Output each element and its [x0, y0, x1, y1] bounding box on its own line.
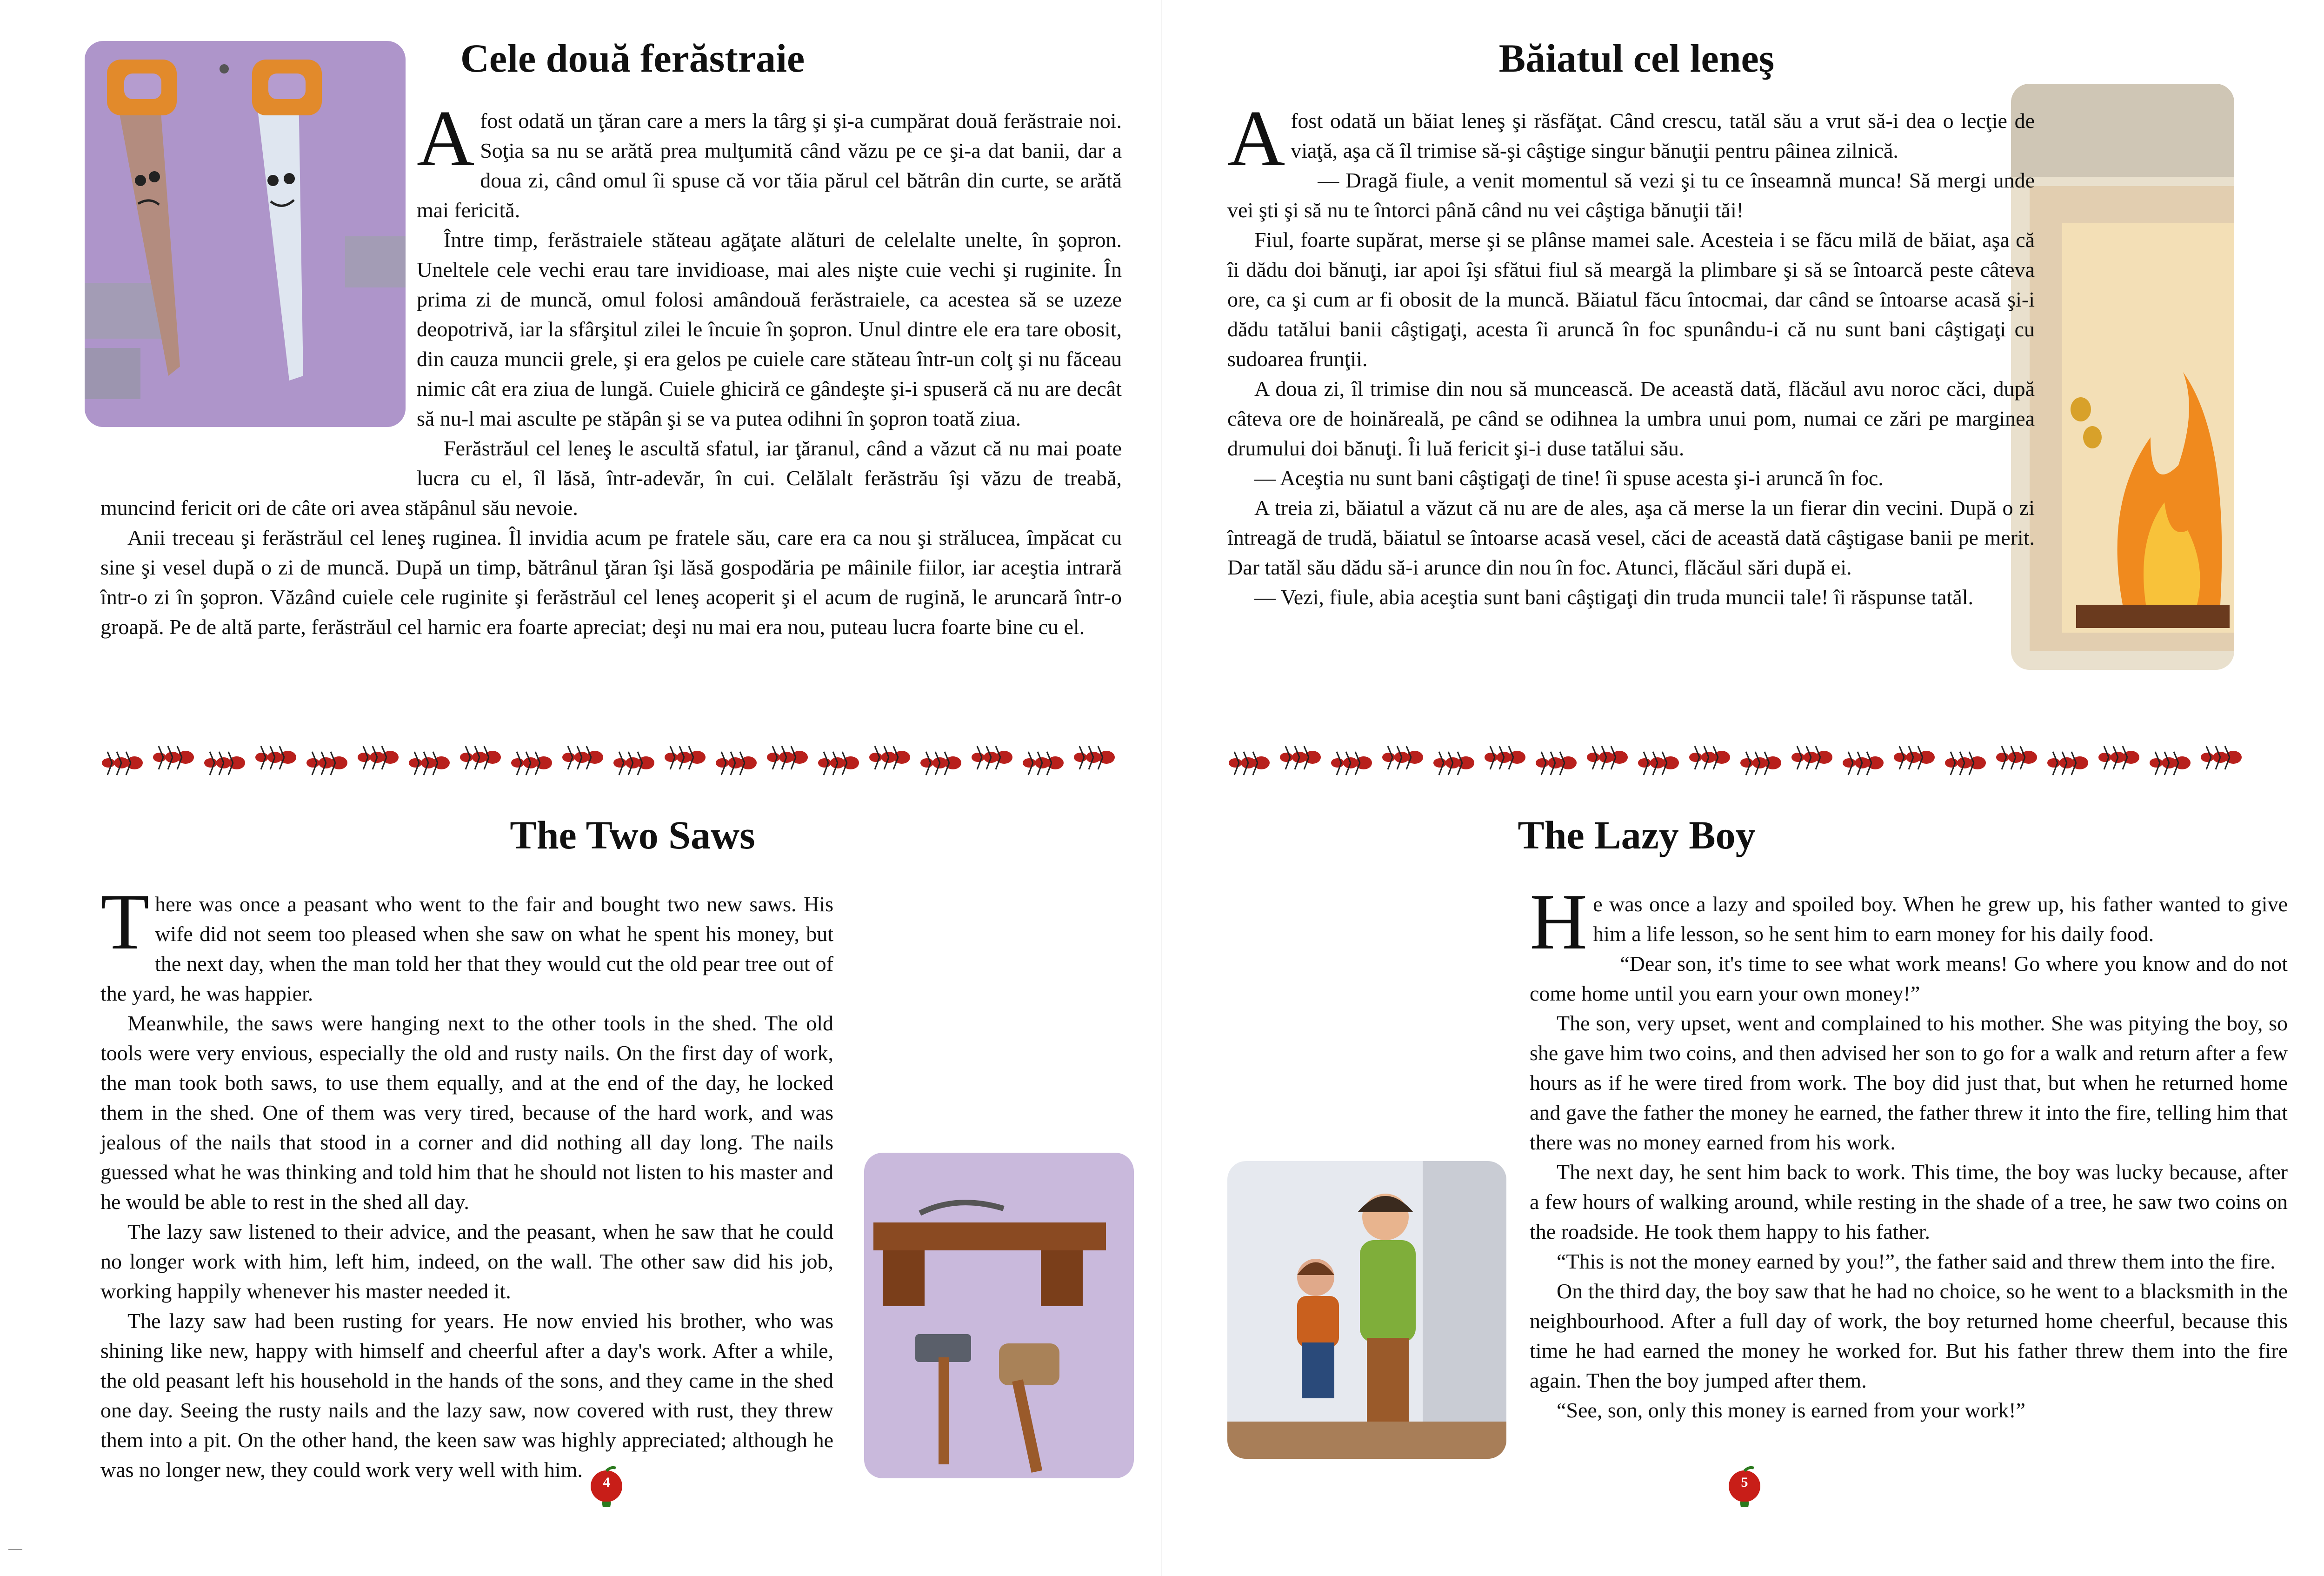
ant-icon [1280, 746, 1321, 769]
ro-title-lazy-boy: Băiatul cel leneş [1498, 36, 1775, 80]
ant-icon [972, 746, 1012, 769]
en-paragraph: The lazy saw listened to their advice, and the peasant, when he saw that he could no longer work with him, left him, indeed, on the wall. The other saw did his job, working happily whenever his master needed it. [100, 1220, 833, 1303]
ant-icon [1740, 752, 1781, 775]
ro-paragraph: — Dragă fiule, a venit momentul să vezi şi tu ce înseamnă munca! Să mergi unde vei şti şi să nu te întorci până când nu vei câştiga bănuţii tăi! [1227, 168, 2035, 222]
ant-icon [1382, 746, 1423, 769]
father-and-son-icon [1227, 1161, 1506, 1459]
ant-icon [409, 752, 450, 775]
ant-icon [716, 752, 757, 775]
ro-paragraph: Fiul, foarte supărat, merse şi se plânse mamei sale. Acesteia i se făcu milă de băiat, aşa că îi dădu doi bănuţi, iar apoi îşi sfătui fiul să meargă la plimbare şi să se întoarcă peste câteva ore, ca şi cum ar fi obosit de la muncă. Băiatul făcu întocmai, dar când se întoarse acasă şi-i dădu tatălui banii câştigaţi, acesta îi aruncă în foc spunându-i că nu sunt bani câştigaţi cu sudoarea frunţii. [1227, 228, 2035, 371]
ant-icon [1331, 752, 1372, 775]
ant-border-left [96, 740, 1119, 781]
en-paragraph: The lazy saw had been rusting for years. He now envied his brother, who was shining like new, happy with himself and cheerful after a day's work. After a while, the old peasant left his household in the hands of the sons, and they came in the shed one day. Seeing the rusty nails and the lazy saw, now covered with rust, they threw them into a pit. On the other hand, the keen saw was highly appreciated; although he was no longer new, they could work very well with him. [100, 1309, 833, 1482]
ant-icon [102, 752, 143, 775]
en-title-lazy-boy: The Lazy Boy [1518, 813, 1756, 857]
ant-icon [2098, 746, 2139, 769]
en-paragraph: “This is not the money earned by you!”, the father said and threw them into the fire. [1557, 1249, 2276, 1273]
ro-text-two-saws [100, 94, 1122, 720]
ant-icon [306, 752, 347, 775]
en-paragraph: The next day, he sent him back to work. This time, the boy was lucky because, after a few hours of walking around, while resting in the shade of a tree, he saw two coins on the roadside. He took them happy to his father. [1530, 1160, 2288, 1243]
ant-icon [1996, 746, 2037, 769]
en-paragraph: Meanwhile, the saws were hanging next to the other tools in the shed. The old tools were very envious, especially the old and rusty nails. On the first day of work, the man took both saws, to use them equally, and at the end of the day, he locked them in the shed. One of them was very tired, because of the hard work, and was jealous of the nails that stood in a corner and did nothing all day long. The nails guessed what he was thinking and told him that he should not listen to his master and he would be able to rest in the shed all day. [100, 1011, 833, 1214]
ant-icon [665, 746, 706, 769]
ant-icon [1894, 746, 1935, 769]
ant-icon [255, 746, 296, 769]
crop-mark [8, 1549, 22, 1550]
ant-icon [1689, 746, 1730, 769]
ant-icon [1433, 752, 1474, 775]
ant-icon [920, 752, 961, 775]
page-number-badge [588, 1465, 625, 1507]
ant-icon [1023, 752, 1064, 775]
ant-icon [562, 746, 603, 769]
ant-icon [818, 752, 859, 775]
ant-icon [1587, 746, 1628, 769]
ant-icon [1074, 746, 1115, 769]
ant-icon [1791, 746, 1832, 769]
ant-icon [204, 752, 245, 775]
tools-illustration [864, 1153, 1134, 1478]
ant-row-icon [1223, 740, 2246, 781]
ant-icon [1638, 752, 1679, 775]
drop-cap: H [1530, 878, 1588, 966]
ant-icon [153, 746, 194, 769]
en-paragraph: There was once a peasant who went to the fair and bought two new saws. His wife did not seem too pleased when she saw on what he spent his money, but the next day, when the man told her that they would cut the old pear tree out of the yard, he was happier. [100, 878, 833, 1005]
drop-cap: T [100, 878, 150, 966]
ant-icon [2150, 752, 2191, 775]
ant-icon [511, 752, 552, 775]
ant-icon [869, 746, 910, 769]
page-number-badge [1726, 1465, 1763, 1507]
page-number: 5 [1741, 1475, 1748, 1490]
ant-icon [767, 746, 808, 769]
ant-row-icon [96, 740, 1119, 781]
ro-paragraph: Afost odată un băiat leneş şi răsfăţat. Când crescu, tatăl său a vrut să-i dea o lecţie de viaţă, aşa că îl trimise să-şi câştige singur bănuţii pentru pâinea zilnică. [1227, 94, 2035, 183]
en-paragraph: “Dear son, it's time to see what work means! Go where you know and do not come home until you earn your own money!” [1530, 952, 2288, 1005]
hammers-icon [864, 1153, 1134, 1478]
ro-paragraph: Anii treceau şi ferăstrăul cel leneş ruginea. Îl invidia acum pe fratele său, care era ca nou şi strălucea, împăcat cu sine şi vesel după o zi de muncă. După un timp, bătrânul ţăran îşi lăsă gospodăria pe mâinile fiilor, iar aceştia intrară într-o zi în şopron. Văzând cuiele cele ruginite şi ferăstrăul cel leneş acoperit şi el acum de rugină, le aruncară într-o groapă. Pe de altă parte, ferăstrăul cel harnic era foarte apreciat; deşi nu mai era nou, puteau lucra foarte bine cu el. [100, 526, 1122, 639]
ro-paragraph: — Aceştia nu sunt bani câştigaţi de tine! îi spuse acesta şi-i aruncă în foc. [1254, 466, 1884, 490]
ant-icon [1945, 752, 1986, 775]
ro-paragraph: Afost odată un ţăran care a mers la târg şi şi-a cumpărat două ferăstraie noi. Soţia sa nu se arătă prea mulţumită când văzu pe ce şi-a dat banii, dar a doua zi, când omul îi spuse că vor tăia părul cel bătrân din curte, se arătă mai fericită. [417, 94, 1122, 222]
en-paragraph: “See, son, only this money is earned from your work!” [1557, 1398, 2025, 1422]
ant-icon [2047, 752, 2088, 775]
drop-cap: A [417, 94, 475, 183]
ro-paragraph: Ferăstrăul cel leneş le ascultă sfatul, iar ţăranul, când a văzut că nu mai poate lucra cu el, îl lăsă, într-adevăr, în cui. Celălalt ferăstrău îşi văzu de treabă, muncind fericit ori de câte ori avea stăpânul său nevoie. [100, 436, 1122, 520]
en-title-two-saws: The Two Saws [510, 813, 755, 857]
drop-cap: A [1227, 94, 1285, 183]
en-paragraph: On the third day, the boy saw that he had no choice, so he went to a blacksmith in the neighbourhood. After a full day of work, the boy returned home cheerful, because this time he had earned the money he worked for. But his father threw them into the fire again. Then the boy jumped after them. [1530, 1279, 2288, 1392]
ant-icon [358, 746, 399, 769]
ro-paragraph: — Vezi, fiule, abia aceştia sunt bani câştigaţi din truda muncii tale! îi răspunse tatăl. [1254, 585, 1974, 609]
ant-border-right [1223, 740, 2246, 781]
right-page [1162, 0, 2324, 1576]
ant-icon [1229, 752, 1270, 775]
ant-icon [2201, 746, 2242, 769]
ant-icon [1843, 752, 1884, 775]
ant-icon [460, 746, 501, 769]
en-paragraph: He was once a lazy and spoiled boy. When he grew up, his father wanted to give him a life lesson, so he sent him to earn money for his daily food. [1530, 878, 2288, 966]
father-son-illustration [1227, 1161, 1506, 1459]
ant-icon [613, 752, 654, 775]
ro-title-two-saws: Cele două ferăstraie [460, 36, 805, 80]
ro-paragraph: A treia zi, băiatul a văzut că nu are de ales, aşa că merse la un fierar din vecini. După o zi întreagă de trudă, băiatul se întoarse acasă vesel, căci de această dată câştigase banii pe merit. Dar tatăl său dădu să-i arunce din nou în foc. Atunci, flăcăul sări după ei. [1227, 496, 2035, 579]
en-paragraph: The son, very upset, went and complained to his mother. She was pitying the boy, so she gave him two coins, and then advised her son to go for a walk and return after a few hours as if he were tired from work. The boy did just that, but when he returned home and gave the father the money he earned, the father threw it into the fire, telling him that there was no money earned from his work. [1530, 1011, 2288, 1154]
ant-icon [1485, 746, 1525, 769]
ant-icon [1536, 752, 1577, 775]
ro-paragraph: Între timp, ferăstraiele stăteau agăţate alături de celelalte unelte, în şopron. Uneltele cele vechi erau tare invidioase, mai ales nişte cuie vechi şi ruginite. În prima zi de muncă, omul folosi amândouă ferăstraiele, ca acestea să se uzeze deopotrivă, iar la sfârşitul zilei le încuie în şopron. Unul dintre ele era tare obosit, din cauza muncii grele, şi era gelos pe cuiele care stăteau într-un colţ şi nu făceau nimic cât era ziua de lungă. Cuiele ghiciră ce gândeşte şi-i spuseră că nu are decât să nu-l mai asculte pe stăpân şi se va putea odihni în şopron toată ziua. [417, 228, 1122, 430]
page-number: 4 [603, 1475, 610, 1490]
ro-paragraph: A doua zi, îl trimise din nou să muncească. De această dată, flăcăul avu noroc căci, după câteva ore de hoinăreală, pe când se odihnea la umbra unui pom, numai ce zări pe marginea drumului doi bănuţi. Îi luă fericit şi-i duse tatălui său. [1227, 377, 2035, 460]
ro-text-lazy-boy [1227, 94, 2267, 729]
